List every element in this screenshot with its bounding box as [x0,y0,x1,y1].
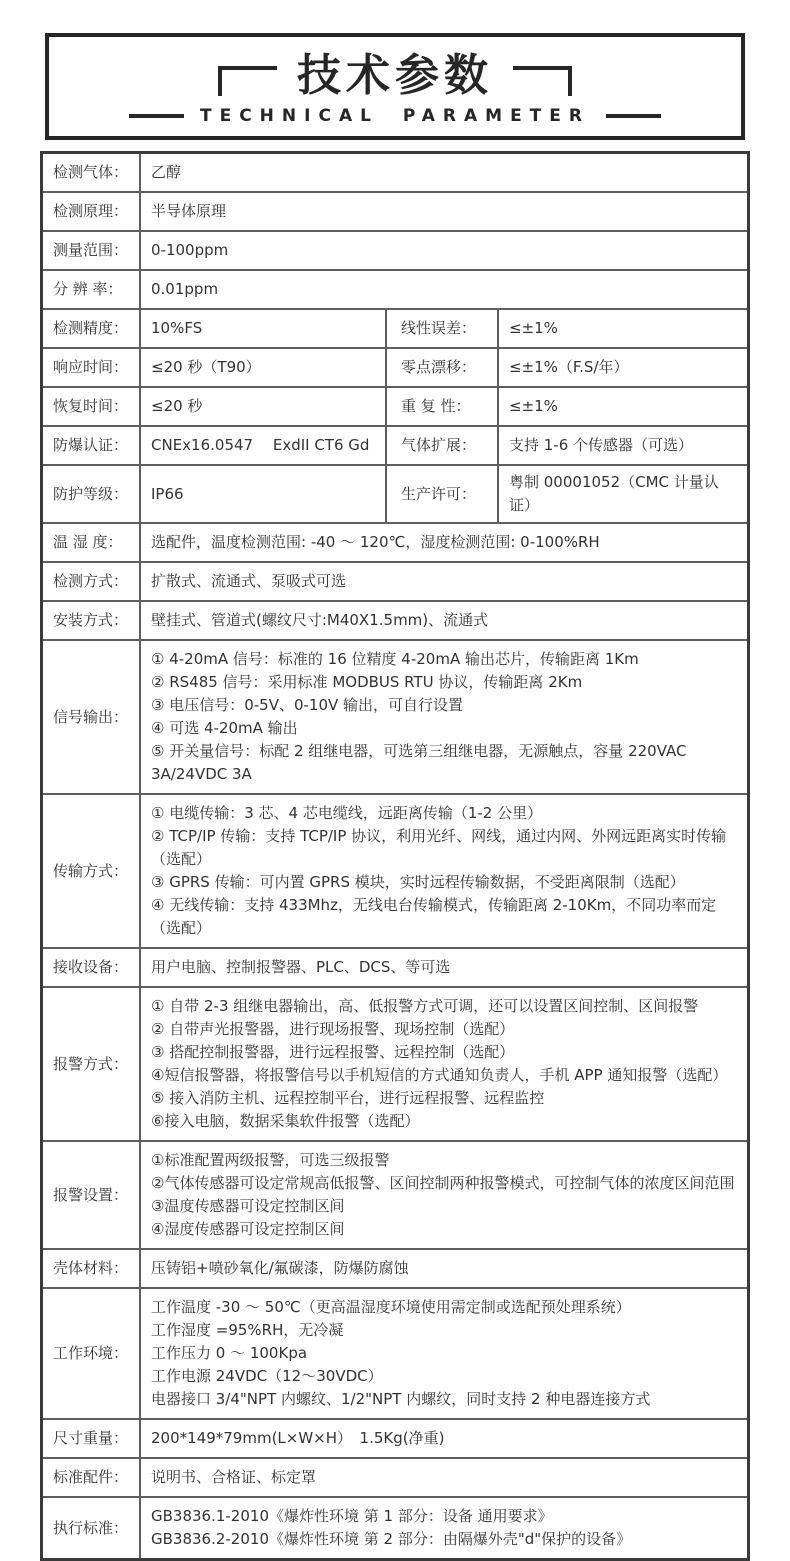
spec-line: ① 电缆传输：3 芯、4 芯电缆线，远距离传输（1-2 公里） [151,804,543,822]
spec-value [139,602,747,639]
spec-value-text: ≤±1% [509,397,558,415]
subtitle-dash-right-icon [606,114,661,118]
spec-value-text: 200*149*79mm(L×W×H） 1.5Kg(净重) [151,1429,445,1447]
page-title: 技术参数 [297,50,493,101]
spec-label: 安装方式： [53,611,129,629]
spec-label-2: 重 复 性： [385,388,497,425]
spec-row [43,1457,747,1496]
spec-line: ④短信报警器，将报警信号以手机短信的方式通知负责人，手机 APP 通知报警（选配） [151,1066,728,1084]
spec-row [43,947,747,986]
spec-row [43,230,747,269]
spec-value-text: 10%FS [151,319,203,337]
corner-bracket-right-icon [513,66,572,96]
spec-row [43,561,747,600]
spec-line: ⑥接入电脑，数据采集软件报警（选配） [151,1112,420,1130]
spec-value-text: ≤20 秒（T90） [151,358,261,376]
spec-label: 分 辨 率： [53,280,123,298]
spec-value-text: 扩散式、流通式、泵吸式可选 [151,572,347,590]
spec-line: ① 4-20mA 信号：标准的 16 位精度 4-20mA 输出芯片，传输距离 1Km [151,650,639,668]
spec-line: 工作湿度 =95%RH，无冷凝 [151,1321,344,1339]
spec-value-text: 乙醇 [151,163,182,181]
spec-line: ④湿度传感器可设定控制区间 [151,1220,345,1238]
spec-value-2 [497,388,747,425]
spec-label: 报警设置： [53,1185,129,1204]
spec-value [139,349,385,386]
spec-row [43,522,747,561]
spec-row [43,1287,747,1418]
spec-label: 恢复时间： [53,397,129,415]
spec-value-text: 粤制 00001052（CMC 计量认证） [509,473,719,514]
spec-value-text: 压铸铝+喷砂氧化/氟碳漆，防爆防腐蚀 [151,1259,409,1277]
spec-value-2 [497,310,747,347]
spec-row [43,269,747,308]
spec-row [43,425,747,464]
spec-value-text: IP66 [151,484,184,503]
page-subtitle: TECHNICAL PARAMETER [200,106,590,126]
spec-line: 工作温度 -30 ～ 50℃（更高温湿度环境使用需定制或选配预处理系统） [151,1298,631,1316]
header-subtitle-row [49,106,741,126]
spec-value [139,1289,747,1418]
spec-line: ③ GPRS 传输：可内置 GPRS 模块，实时远程传输数据，不受距离限制（选配） [151,873,685,891]
spec-value [139,1459,747,1496]
spec-value-2 [497,349,747,386]
spec-line: ② 自带声光报警器，进行现场报警、现场控制（选配） [151,1020,515,1038]
spec-row [43,464,747,522]
header-banner [45,33,745,140]
spec-row [43,1496,747,1558]
spec-value [139,641,747,793]
spec-label-2: 生产许可： [385,466,497,522]
spec-line: ④ 无线传输：支持 433Mhz，无线电台传输模式，传输距离 2-10Km，不同功率而定（选配） [151,896,717,937]
spec-line: GB3836.2-2010《爆炸性环境 第 2 部分：由隔爆外壳"d"保护的设备》 [151,1530,632,1548]
spec-label: 接收设备： [53,958,129,976]
spec-label: 标准配件： [53,1468,129,1486]
spec-value [139,388,385,425]
spec-label-2: 线性误差： [385,310,497,347]
spec-label: 尺寸重量： [53,1429,129,1447]
spec-line: ① 自带 2-3 组继电器输出，高、低报警方式可调，还可以设置区间控制、区间报警 [151,997,699,1015]
subtitle-dash-left-icon [129,114,184,118]
spec-row [43,191,747,230]
spec-line: ⑤ 开关量信号：标配 2 组继电器，可选第三组继电器，无源触点，容量 220VAC 3A/24VDC 3A [151,742,692,783]
spec-line: ④ 可选 4-20mA 输出 [151,719,298,737]
spec-value [139,988,747,1140]
spec-line: ② TCP/IP 传输：支持 TCP/IP 协议，利用光纤、网线，通过内网、外网远距离实时传输（选配） [151,827,727,868]
spec-label: 防爆认证： [53,436,129,454]
spec-value [139,271,747,308]
spec-label: 工作环境： [53,1344,129,1362]
spec-value-text: ≤±1%（F.S/年） [509,358,629,376]
spec-line: ③温度传感器可设定控制区间 [151,1197,345,1215]
spec-line: 电器接口 3/4"NPT 内螺纹、1/2"NPT 内螺纹，同时支持 2 种电器连接方式 [151,1390,651,1408]
spec-row [43,639,747,793]
spec-label: 防护等级： [53,484,129,503]
spec-row [43,986,747,1140]
spec-row [43,347,747,386]
header-title-row [49,50,741,102]
spec-value-text: CNEx16.0547 ExdII CT6 Gd [151,436,370,454]
spec-line: 工作电源 24VDC（12～30VDC） [151,1367,383,1385]
spec-label: 响应时间： [53,358,129,376]
spec-row [43,793,747,947]
spec-value [139,1250,747,1287]
spec-value [139,310,385,347]
spec-value [139,563,747,600]
spec-line: GB3836.1-2010《爆炸性环境 第 1 部分：设备 通用要求》 [151,1507,553,1525]
spec-label: 测量范围： [53,241,129,259]
spec-value-text: 支持 1-6 个传感器（可选） [509,436,694,454]
spec-label: 检测气体： [53,163,129,181]
spec-value-2 [497,466,747,522]
spec-row [43,600,747,639]
spec-value-text: 0-100ppm [151,241,229,259]
spec-value [139,193,747,230]
spec-value-text: ≤20 秒 [151,397,203,415]
spec-value-text: 用户电脑、控制报警器、PLC、DCS、等可选 [151,958,451,976]
spec-row [43,1418,747,1457]
spec-label-2: 零点漂移： [385,349,497,386]
spec-label: 检测精度： [53,319,129,337]
spec-row [43,386,747,425]
spec-row [43,1140,747,1248]
spec-label: 检测原理： [53,202,129,220]
spec-label: 温 湿 度： [53,533,123,551]
spec-line: 工作压力 0 ～ 100Kpa [151,1344,308,1362]
spec-value [139,524,747,561]
spec-value [139,1142,747,1248]
spec-label: 执行标准： [53,1518,129,1537]
spec-value [139,232,747,269]
corner-bracket-left-icon [218,66,277,96]
spec-label: 报警方式： [53,1054,129,1073]
spec-value [139,795,747,947]
spec-value-text: 壁挂式、管道式(螺纹尺寸:M40X1.5mm)、流通式 [151,611,489,629]
spec-value-2 [497,427,747,464]
spec-row [43,154,747,191]
spec-table [40,151,750,1561]
spec-value [139,949,747,986]
spec-line: ③ 电压信号：0-5V、0-10V 输出，可自行设置 [151,696,464,714]
spec-value [139,1420,747,1457]
spec-label: 壳体材料： [53,1259,129,1277]
spec-value [139,154,747,191]
spec-line: ①标准配置两级报警，可选三级报警 [151,1151,390,1169]
spec-row [43,308,747,347]
spec-label: 传输方式： [53,861,129,880]
spec-value-text: 选配件，温度检测范围: -40 ～ 120℃，湿度检测范围: 0-100%RH [151,533,600,551]
spec-line: ②气体传感器可设定常规高低报警、区间控制两种报警模式，可控制气体的浓度区间范围 [151,1174,735,1192]
spec-value-text: 半导体原理 [151,202,227,220]
spec-line: ⑤ 接入消防主机、远程控制平台，进行远程报警、远程监控 [151,1089,545,1107]
spec-value-text: 0.01ppm [151,280,219,298]
spec-value-text: 说明书、合格证、标定罩 [151,1468,317,1486]
spec-value [139,1498,747,1558]
spec-line: ② RS485 信号：采用标准 MODBUS RTU 协议，传输距离 2Km [151,673,583,691]
spec-label: 信号输出： [53,707,129,726]
spec-row [43,1248,747,1287]
spec-value-text: ≤±1% [509,319,558,337]
spec-value [139,466,385,522]
spec-label: 检测方式： [53,572,129,590]
spec-value [139,427,385,464]
spec-line: ③ 搭配控制报警器，进行远程报警、远程控制（选配） [151,1043,515,1061]
spec-label-2: 气体扩展： [385,427,497,464]
